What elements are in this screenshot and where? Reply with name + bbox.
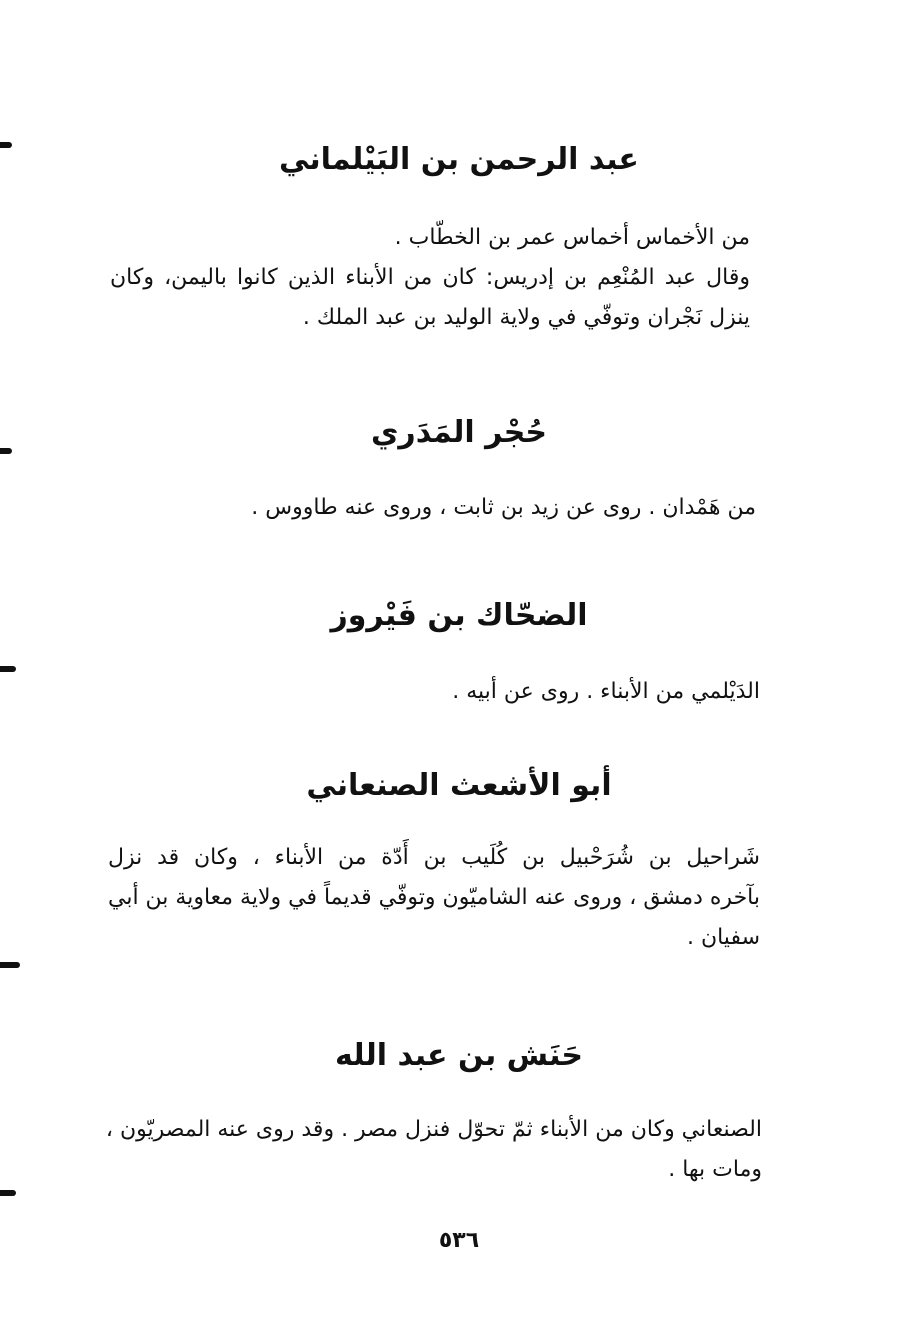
entry-heading: عبد الرحمن بن البَيْلماني [279,142,639,177]
entry-body [110,488,756,528]
entry-line: من هَمْدان . روى عن زيد بن ثابت ، وروى عنه طاووس . [251,495,756,520]
entry-heading: حُجْر المَدَري [370,415,548,450]
scan-edge-mark [0,448,12,454]
entry-body [108,838,760,958]
entry-body [110,672,760,712]
scan-edge-mark [0,962,20,968]
entry-line: الصنعاني وكان من الأبناء ثمّ تحوّل فنزل مصر . وقد روى عنه المصريّون ، [105,1117,762,1142]
entry-heading: أبو الأشعث الصنعاني [306,768,612,803]
entry-line: سفيان . [686,925,760,950]
entry-line: الدَيْلمي من الأبناء . روى عن أبيه . [452,679,760,704]
entry-line: وقال عبد المُنْعِم بن إدريس: كان من الأبناء الذين كانوا باليمن، وكان [110,265,750,290]
scan-edge-mark [0,142,12,148]
scan-edge-mark [0,1190,16,1196]
entry-line: شَراحيل بن شُرَحْبيل بن كُلَيب بن أَدّة من الأبناء ، وكان قد نزل [108,845,760,870]
scan-edge-mark [0,666,16,672]
entry-line: ينزل نَجْران وتوفّي في ولاية الوليد بن عبد الملك . [302,305,750,330]
entry-line: ومات بها . [668,1157,762,1182]
entry-line: من الأخماس أخماس عمر بن الخطّاب . [394,225,750,250]
entry-line: بآخره دمشق ، وروى عنه الشاميّون وتوفّي قديماً في ولاية معاوية بن أبي [107,885,760,910]
entry-heading: الضحّاك بن فَيْروز [330,598,588,633]
entry-body [110,218,750,338]
entry-heading: حَنَش بن عبد الله [335,1038,583,1073]
entry-body [105,1110,762,1190]
page-number: ٥٣٦ [438,1228,480,1253]
